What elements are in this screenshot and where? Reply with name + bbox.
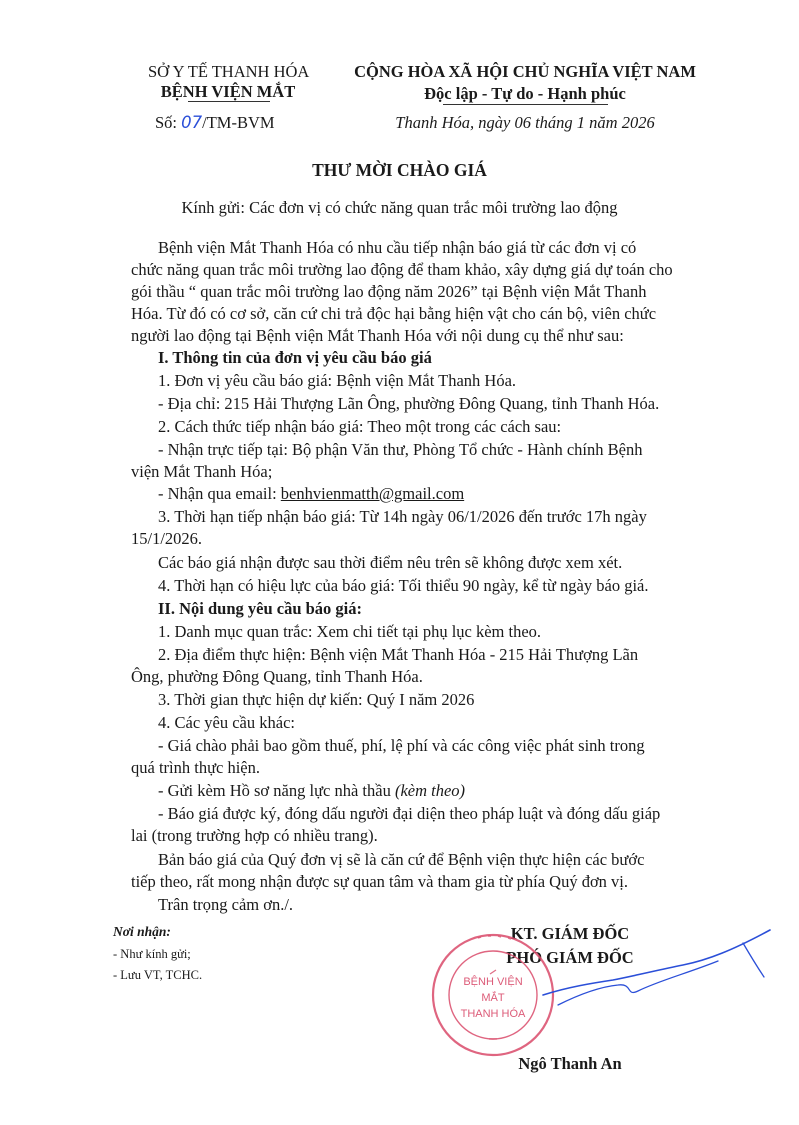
section2-attachment-line: [158, 781, 465, 801]
letter-title: THƯ MỜI CHÀO GIÁ: [312, 160, 487, 180]
section2-heading: II. Nội dung yêu cầu báo giá:: [158, 599, 363, 618]
place-date: Thanh Hóa, ngày 06 tháng 1 năm 2026: [395, 113, 655, 132]
section1-line: 2. Cách thức tiếp nhận báo giá: Theo một trong các cách sau:: [158, 417, 562, 436]
recipient-line: Kính gửi: Các đơn vị có chức năng quan trắc môi trường lao động: [181, 198, 618, 217]
section2-line: - Giá chào phải bao gồm thuế, phí, lệ phí và các công việc phát sinh trong: [158, 736, 645, 755]
recipient-item: - Lưu VT, TCHC.: [113, 968, 203, 982]
doc-no-handwritten: 07: [181, 113, 203, 132]
stamp-text-top: BỆNH VIỆN: [463, 976, 523, 988]
signer-name: Ngô Thanh An: [518, 1054, 622, 1073]
signer-title: PHÓ GIÁM ĐỐC: [506, 948, 634, 967]
section1-line: 15/1/2026.: [131, 529, 203, 548]
section1-heading: I. Thông tin của đơn vị yêu cầu báo giá: [158, 348, 432, 367]
intro-line: người lao động tại Bệnh viện Mắt Thanh Hóa với nội dung cụ thể như sau:: [131, 326, 624, 345]
section1-line: - Nhận trực tiếp tại: Bộ phận Văn thư, Phòng Tổ chức - Hành chính Bệnh: [158, 440, 643, 459]
section2-line: 3. Thời gian thực hiện dự kiến: Quý I năm 2026: [158, 690, 475, 709]
section1-line: 4. Thời hạn có hiệu lực của báo giá: Tối thiểu 90 ngày, kể từ ngày báo giá.: [158, 576, 649, 595]
handwritten-signature: [538, 925, 778, 1020]
national-motto: Độc lập - Tự do - Hạnh phúc: [424, 84, 626, 103]
intro-line: Bệnh viện Mắt Thanh Hóa có nhu cầu tiếp nhận báo giá từ các đơn vị có: [158, 238, 637, 257]
closing-line: Bản báo giá của Quý đơn vị sẽ là căn cứ để Bệnh viện thực hiện các bước: [158, 850, 645, 869]
country-name: CỘNG HÒA XÃ HỘI CHỦ NGHĨA VIỆT NAM: [354, 62, 696, 81]
section2-line: 1. Danh mục quan trắc: Xem chi tiết tại phụ lục kèm theo.: [158, 622, 542, 641]
section2-line: quá trình thực hiện.: [131, 758, 260, 777]
section1-line: 1. Đơn vị yêu cầu báo giá: Bệnh viện Mắt Thanh Hóa.: [158, 371, 517, 390]
section1-email-line: [158, 484, 464, 504]
recipient-item: - Như kính gửi;: [113, 947, 191, 961]
section1-line: viện Mắt Thanh Hóa;: [131, 462, 273, 481]
intro-line: Hóa. Từ đó có cơ sở, căn cứ chi trả độc hại bằng hiện vật cho cán bộ, viên chức: [131, 304, 657, 323]
section2-line: lai (trong trường hợp có nhiều trang).: [131, 826, 378, 845]
stamp-text-mid: MẮT: [481, 992, 505, 1004]
document-number: [155, 113, 275, 133]
doc-no-suffix: /TM-BVM: [202, 113, 275, 132]
header-left-underline: [188, 101, 270, 102]
email-label: - Nhận qua email:: [158, 484, 281, 503]
section1-line: 3. Thời hạn tiếp nhận báo giá: Từ 14h ngày 06/1/2026 đến trước 17h ngày: [158, 507, 647, 526]
closing-line: tiếp theo, rất mong nhận được sự quan tâm và tham gia từ phía Quý đơn vị.: [131, 872, 629, 891]
intro-line: chức năng quan trắc môi trường lao động để tham khảo, xây dựng giá dự toán cho: [131, 260, 673, 279]
section2-line: Ông, phường Đông Quang, tỉnh Thanh Hóa.: [131, 667, 423, 686]
intro-line: gói thầu “ quan trắc môi trường lao động năm 2026” tại Bệnh viện Mắt Thanh: [131, 282, 647, 301]
closing-thanks: Trân trọng cảm ơn./.: [158, 895, 294, 914]
section1-line: Các báo giá nhận được sau thời điểm nêu trên sẽ không được xem xét.: [158, 553, 623, 572]
section2-line: 2. Địa điểm thực hiện: Bệnh viện Mắt Thanh Hóa - 215 Hải Thượng Lãn: [158, 645, 639, 664]
agency-name: SỞ Y TẾ THANH HÓA: [148, 62, 310, 81]
recipients-heading: Nơi nhận:: [113, 924, 171, 939]
attachment-label: - Gửi kèm Hồ sơ năng lực nhà thầu: [158, 781, 395, 800]
section2-line: - Báo giá được ký, đóng dấu người đại diện theo pháp luật và đóng dấu giáp: [158, 804, 661, 823]
email-link[interactable]: benhvienmatth@gmail.com: [280, 484, 465, 503]
stamp-text-bottom: THANH HÓA: [460, 1008, 526, 1020]
section1-line: - Địa chỉ: 215 Hải Thượng Lãn Ông, phường Đông Quang, tỉnh Thanh Hóa.: [158, 394, 660, 413]
doc-no-prefix: Số:: [155, 113, 178, 132]
section2-line: 4. Các yêu cầu khác:: [158, 713, 295, 732]
attachment-note: (kèm theo): [394, 781, 466, 800]
hospital-name: BỆNH VIỆN MẮT: [160, 82, 296, 101]
signer-position: KT. GIÁM ĐỐC: [510, 924, 630, 943]
header-right-underline: [443, 104, 608, 105]
